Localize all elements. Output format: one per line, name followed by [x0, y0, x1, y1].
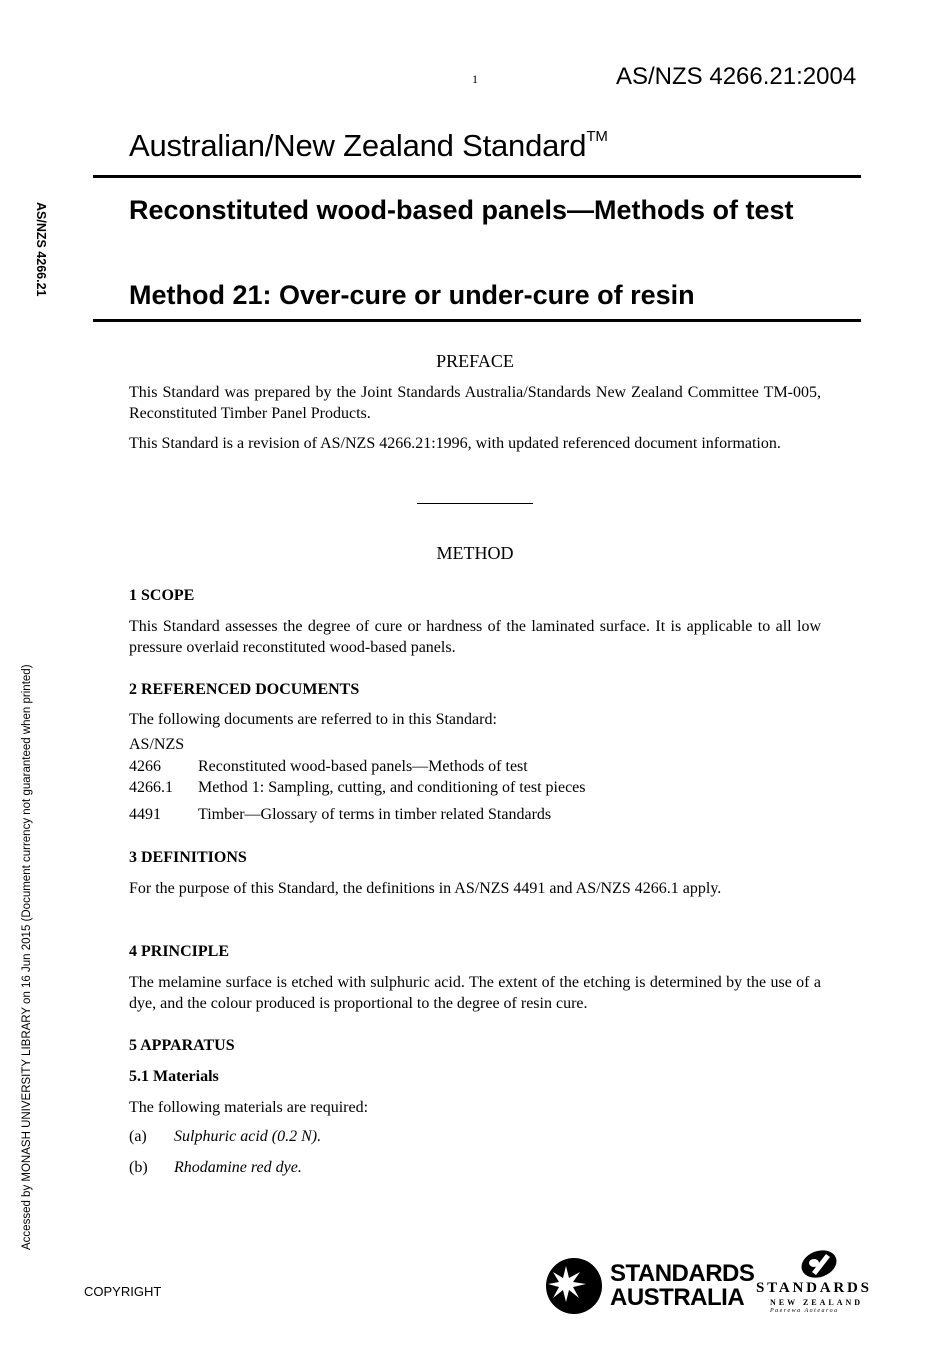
material-label: (b): [129, 1159, 148, 1176]
copyright-notice: COPYRIGHT: [84, 1284, 162, 1299]
standard-title-text: Australian/New Zealand Standard: [129, 128, 587, 163]
standard-title: [129, 128, 608, 164]
reference-code: 4266: [129, 758, 161, 775]
material-label: (a): [129, 1128, 147, 1145]
materials-intro: The following materials are required:: [129, 1099, 369, 1116]
reference-title: Reconstituted wood-based panels—Methods of test: [198, 758, 528, 775]
title-rule-top: [93, 175, 861, 178]
scope-heading: 1 SCOPE: [129, 587, 195, 604]
method-heading: METHOD: [436, 543, 514, 563]
document-title: Reconstituted wood-based panels—Methods of test: [129, 195, 794, 225]
apparatus-heading: 5 APPARATUS: [129, 1037, 235, 1054]
method-title: Method 21: Over-cure or under-cure of resin: [129, 280, 695, 310]
document-id: AS/NZS 4266.21:2004: [616, 63, 857, 90]
reference-code: 4491: [129, 806, 161, 823]
standards-new-zealand-line-1: STANDARDS: [756, 1280, 872, 1296]
references-group: AS/NZS: [129, 736, 185, 753]
side-document-id: AS/NZS 4266.21: [34, 202, 48, 297]
references-heading: 2 REFERENCED DOCUMENTS: [129, 681, 360, 698]
principle-text: The melamine surface is etched with sulphuric acid. The extent of the etching is determined by the use of a dye, and the colour produced is proportional to the degree of resin cure.: [129, 974, 821, 1012]
material-text: Sulphuric acid (0.2 N).: [174, 1128, 322, 1145]
references-intro: The following documents are referred to in this Standard:: [129, 711, 497, 728]
standards-australia-logo-icon: [544, 1256, 604, 1316]
standards-new-zealand-logo-icon: [796, 1248, 842, 1280]
definitions-text: For the purpose of this Standard, the definitions in AS/NZS 4491 and AS/NZS 4266.1 apply.: [129, 880, 722, 897]
section-divider: [417, 503, 533, 504]
scope-text: This Standard assesses the degree of cure or hardness of the laminated surface. It is applicable to all low pressure overlaid reconstituted wood-based panels.: [129, 618, 821, 656]
definitions-heading: 3 DEFINITIONS: [129, 849, 247, 866]
reference-title: Method 1: Sampling, cutting, and conditioning of test pieces: [198, 779, 586, 796]
reference-title: Timber—Glossary of terms in timber related Standards: [198, 806, 552, 823]
access-notice: Accessed by MONASH UNIVERSITY LIBRARY on 16 Jun 2015 (Document currency not guaranteed when printed): [21, 664, 33, 1250]
preface-heading: PREFACE: [436, 351, 514, 371]
trademark-mark: TM: [586, 127, 608, 145]
material-text: Rhodamine red dye.: [174, 1159, 302, 1176]
materials-subheading: 5.1 Materials: [129, 1068, 219, 1085]
page-number: 1: [472, 72, 478, 86]
standards-australia-line-1: STANDARDS: [610, 1260, 755, 1287]
principle-heading: 4 PRINCIPLE: [129, 943, 230, 960]
preface-paragraph-1: This Standard was prepared by the Joint Standards Australia/Standards New Zealand Committee TM-005, Reconstituted Timber Panel Products.: [129, 384, 821, 422]
title-rule-bottom: [93, 319, 861, 322]
standards-new-zealand-line-3: Paerewa Aotearoa: [770, 1308, 839, 1314]
standards-australia-line-2: AUSTRALIA: [610, 1284, 745, 1311]
reference-code: 4266.1: [129, 779, 173, 796]
preface-paragraph-2: This Standard is a revision of AS/NZS 4266.21:1996, with updated referenced document information.: [129, 435, 781, 452]
standards-new-zealand-line-2: NEW ZEALAND: [770, 1298, 864, 1307]
